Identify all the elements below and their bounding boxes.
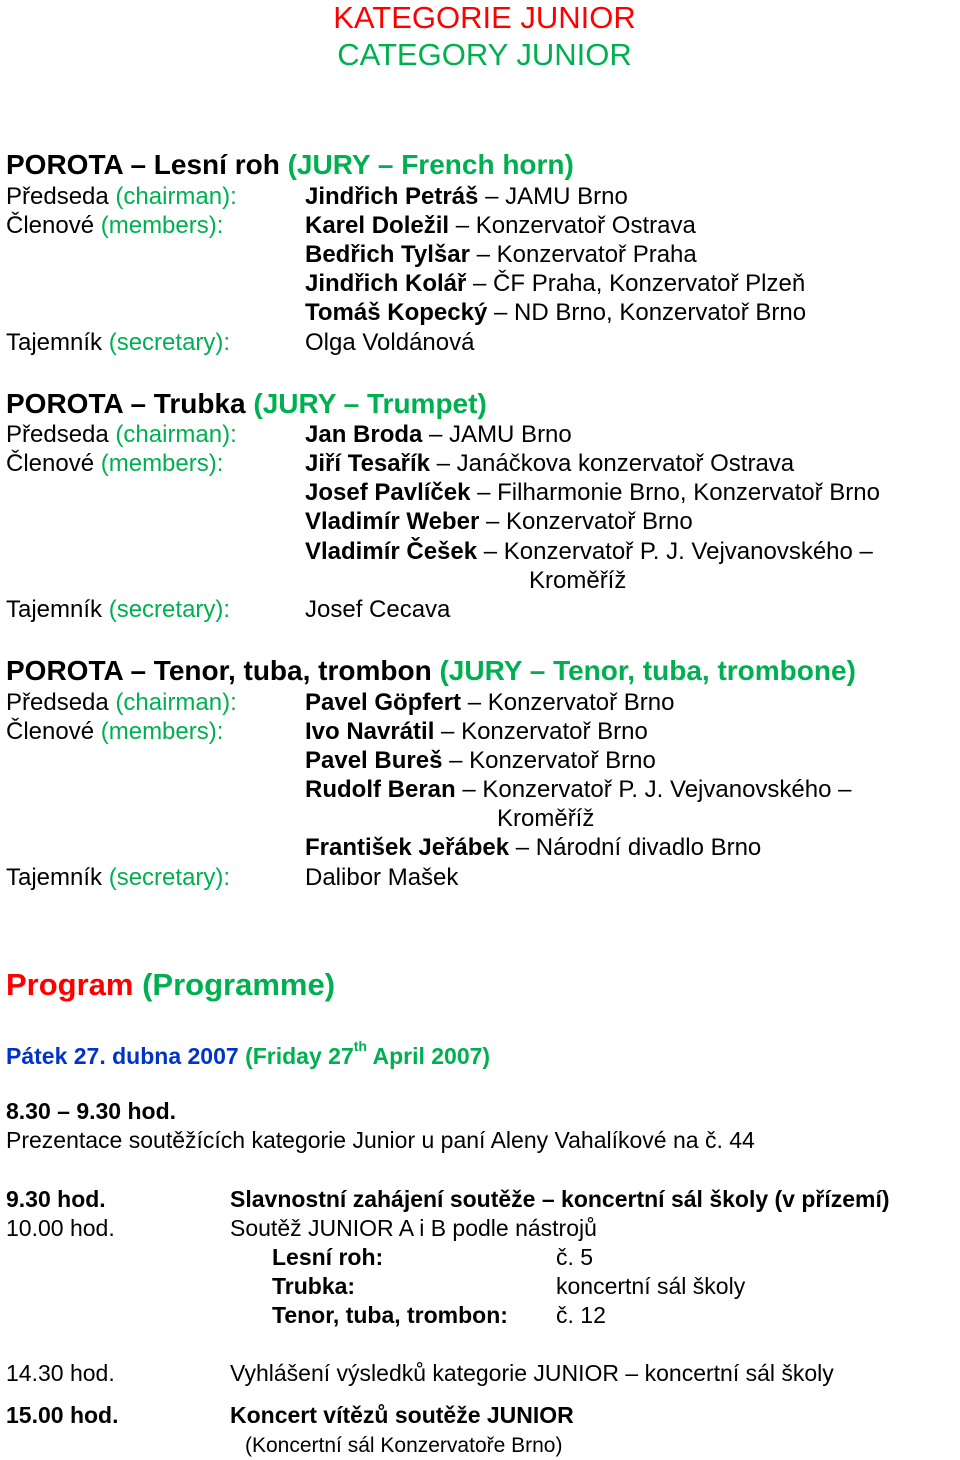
schedule-time: 9.30 hod.: [6, 1186, 106, 1212]
page-subtitle: CATEGORY JUNIOR: [337, 37, 632, 72]
registration-text: Prezentace soutěžících kategorie Junior u paní Aleny Vahalíkové na č. 44: [6, 1127, 755, 1153]
results-time: 14.30 hod.: [6, 1360, 115, 1386]
program-heading: Program (Programme): [6, 967, 336, 1002]
room-instrument: Tenor, tuba, trombon:: [272, 1302, 508, 1328]
jury-heading-cz: POROTA – Trubka: [6, 388, 246, 419]
member-entry-continued: Kroměříž: [497, 805, 595, 832]
jury-heading-en: (JURY – French horn): [279, 149, 574, 180]
jury-heading-low-brass: [6, 654, 856, 687]
secretary-label: Tajemník (secretary):: [6, 329, 231, 356]
members-label: Členové (members):: [6, 718, 224, 745]
secretary-label: Tajemník (secretary):: [6, 596, 231, 623]
member-entry: Karel Doležil – Konzervatoř Ostrava: [305, 212, 696, 239]
results-text: Vyhlášení výsledků kategorie JUNIOR – koncertní sál školy: [230, 1360, 834, 1386]
schedule-text: Slavnostní zahájení soutěže – koncertní sál školy (v přízemí): [230, 1186, 890, 1212]
chairman-label: Předseda (chairman):: [6, 183, 237, 210]
member-entry: Pavel Bureš – Konzervatoř Brno: [305, 747, 656, 774]
member-entry-continued: Kroměříž: [529, 567, 627, 594]
room-instrument: Lesní roh:: [272, 1244, 384, 1270]
page-title: KATEGORIE JUNIOR: [333, 0, 636, 35]
chairman-label: Předseda (chairman):: [6, 421, 237, 448]
schedule-text: Soutěž JUNIOR A i B podle nástrojů: [230, 1215, 597, 1241]
member-entry: Vladimír Weber – Konzervatoř Brno: [305, 508, 693, 535]
jury-heading-cz: POROTA – Lesní roh: [6, 149, 280, 180]
jury-heading-cz: POROTA – Tenor, tuba, trombon: [6, 655, 432, 686]
concert-venue: (Koncertní sál Konzervatoře Brno): [245, 1434, 563, 1457]
member-entry: Ivo Navrátil – Konzervatoř Brno: [305, 718, 648, 745]
member-entry: Josef Pavlíček – Filharmonie Brno, Konzervatoř Brno: [305, 479, 880, 506]
program-date: Pátek 27. dubna 2007 (Friday 27th April 2007): [6, 1038, 491, 1069]
registration-time: 8.30 – 9.30 hod.: [6, 1098, 177, 1124]
secretary-label: Tajemník (secretary):: [6, 864, 231, 891]
schedule-time: 10.00 hod.: [6, 1215, 115, 1241]
members-label: Členové (members):: [6, 450, 224, 477]
chairman-label: Předseda (chairman):: [6, 689, 237, 716]
secretary-name: Olga Voldánová: [305, 329, 475, 356]
jury-heading-en: (JURY – Trumpet): [245, 388, 487, 419]
member-entry: Bedřich Tylšar – Konzervatoř Praha: [305, 241, 697, 268]
room-name: koncertní sál školy: [556, 1273, 746, 1299]
room-instrument: Trubka:: [272, 1273, 356, 1299]
chairman-entry: Jindřich Petráš – JAMU Brno: [305, 183, 628, 210]
member-entry: Rudolf Beran – Konzervatoř P. J. Vejvanovského –: [305, 776, 852, 803]
member-entry: Vladimír Češek – Konzervatoř P. J. Vejvanovského –: [305, 538, 873, 565]
chairman-entry: Jan Broda – JAMU Brno: [305, 421, 572, 448]
secretary-name: Josef Cecava: [305, 596, 451, 623]
room-name: č. 12: [556, 1302, 606, 1328]
member-entry: Jindřich Kolář – ČF Praha, Konzervatoř Plzeň: [305, 270, 806, 297]
concert-text: Koncert vítězů soutěže JUNIOR: [230, 1402, 574, 1428]
member-entry: Tomáš Kopecký – ND Brno, Konzervatoř Brno: [305, 299, 807, 326]
room-name: č. 5: [556, 1244, 594, 1270]
jury-heading-en: (JURY – Tenor, tuba, trombone): [431, 655, 856, 686]
members-label: Členové (members):: [6, 212, 224, 239]
concert-time: 15.00 hod.: [6, 1402, 119, 1428]
chairman-entry: Pavel Göpfert – Konzervatoř Brno: [305, 689, 675, 716]
member-entry: Jiří Tesařík – Janáčkova konzervatoř Ostrava: [305, 450, 795, 477]
secretary-name: Dalibor Mašek: [305, 864, 459, 891]
member-entry: František Jeřábek – Národní divadlo Brno: [305, 834, 762, 861]
jury-heading-trumpet: [6, 387, 487, 420]
jury-heading-horn: [6, 148, 574, 181]
